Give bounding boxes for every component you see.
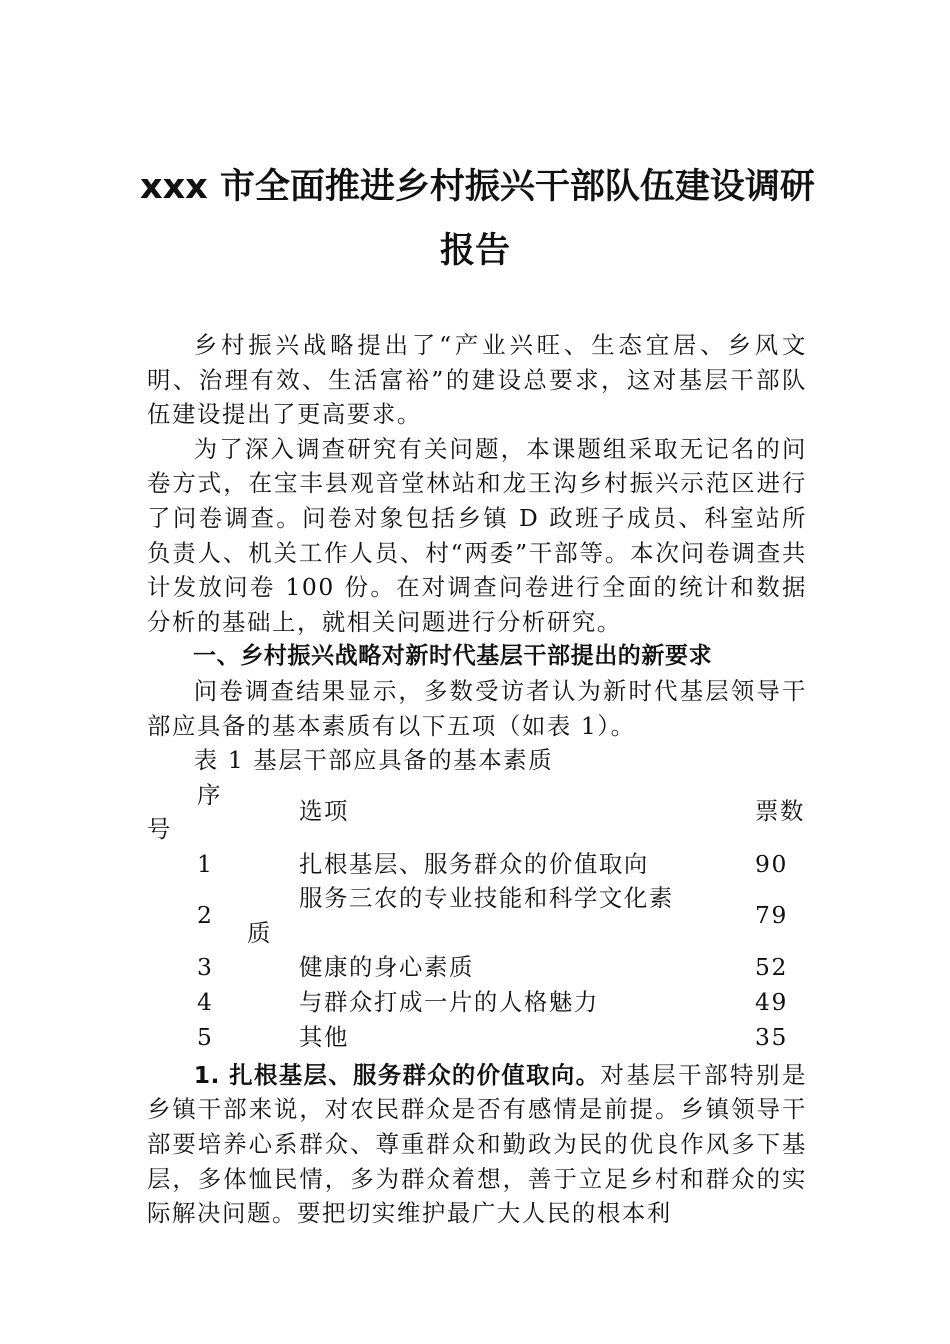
paragraph-value-orientation-lead: 1. 扎根基层、服务群众的价值取向。: [193, 1060, 601, 1089]
table-header-option: 选项: [299, 796, 349, 825]
paragraph-value-orientation-body: 对基层干部特别是乡镇干部来说，对农民群众是否有感情是前提。乡镇领导干部要培养心系群众、尊重群众和勤政为民的优良作风多下基层，多体恤民情，多为群众着想，善于立足乡村和群众的实际解决问题。要把切实维护最广大人民的根本利: [147, 1060, 807, 1228]
table-row-2-no: 2: [197, 900, 214, 929]
title-line-1: xxx 市全面推进乡村振兴干部队伍建设调研: [140, 167, 815, 207]
table-caption: 表 1 基层干部应具备的基本素质: [193, 746, 554, 775]
table-row-4-no: 4: [197, 987, 214, 1016]
paragraph-value-orientation: [147, 1058, 807, 1231]
paragraph-survey: 为了深入调查研究有关问题，本课题组采取无记名的问卷方式，在宝丰县观音堂林站和龙王沟乡村振兴示范区进行了问卷调查。问卷对象包括乡镇 D 政班子成员、科室站所负责人、机关工作人员、村“两委”干部等。本次问卷调查共计发放问卷 100 份。在对调查问卷进行全面的统计和数据分析的基础上，就相关问题进行分析研究。: [147, 434, 807, 636]
document-body: [147, 328, 807, 1231]
qualities-table: [147, 778, 807, 1058]
table-row-1-option: 扎根基层、服务群众的价值取向: [299, 849, 649, 878]
table-row-3-option: 健康的身心素质: [299, 952, 474, 981]
paragraph-intro: 乡村振兴战略提出了“产业兴旺、生态宜居、乡风文明、治理有效、生活富裕”的建设总要求，这对基层干部队伍建设提出了更高要求。: [147, 331, 807, 429]
table-row-2-option-cont: 质: [247, 918, 272, 947]
table-row-1-votes: 90: [755, 849, 788, 878]
table-header-no-part1: 序: [197, 780, 222, 809]
title-line-2: 报告: [439, 231, 510, 271]
table-row-1-no: 1: [197, 849, 214, 878]
table-row-3-votes: 52: [755, 952, 788, 981]
table-row-3-no: 3: [197, 952, 214, 981]
table-row-5-no: 5: [197, 1022, 214, 1051]
table-row-5-votes: 35: [755, 1022, 788, 1051]
table-row-4-votes: 49: [755, 987, 788, 1016]
paragraph-results: 问卷调查结果显示，多数受访者认为新时代基层领导干部应具备的基本素质有以下五项（如表 1）。: [147, 676, 807, 740]
table-row-2-votes: 79: [755, 900, 788, 929]
section-heading-1: 一、乡村振兴战略对新时代基层干部提出的新要求: [193, 643, 713, 670]
table-row-4-option: 与群众打成一片的人格魅力: [299, 987, 599, 1016]
table-row-2-option: 服务三农的专业技能和科学文化素: [299, 883, 674, 912]
table-header-votes: 票数: [755, 796, 805, 825]
table-header-no-part2: 号: [147, 814, 172, 843]
document-title: [140, 155, 815, 283]
table-row-5-option: 其他: [299, 1022, 349, 1051]
